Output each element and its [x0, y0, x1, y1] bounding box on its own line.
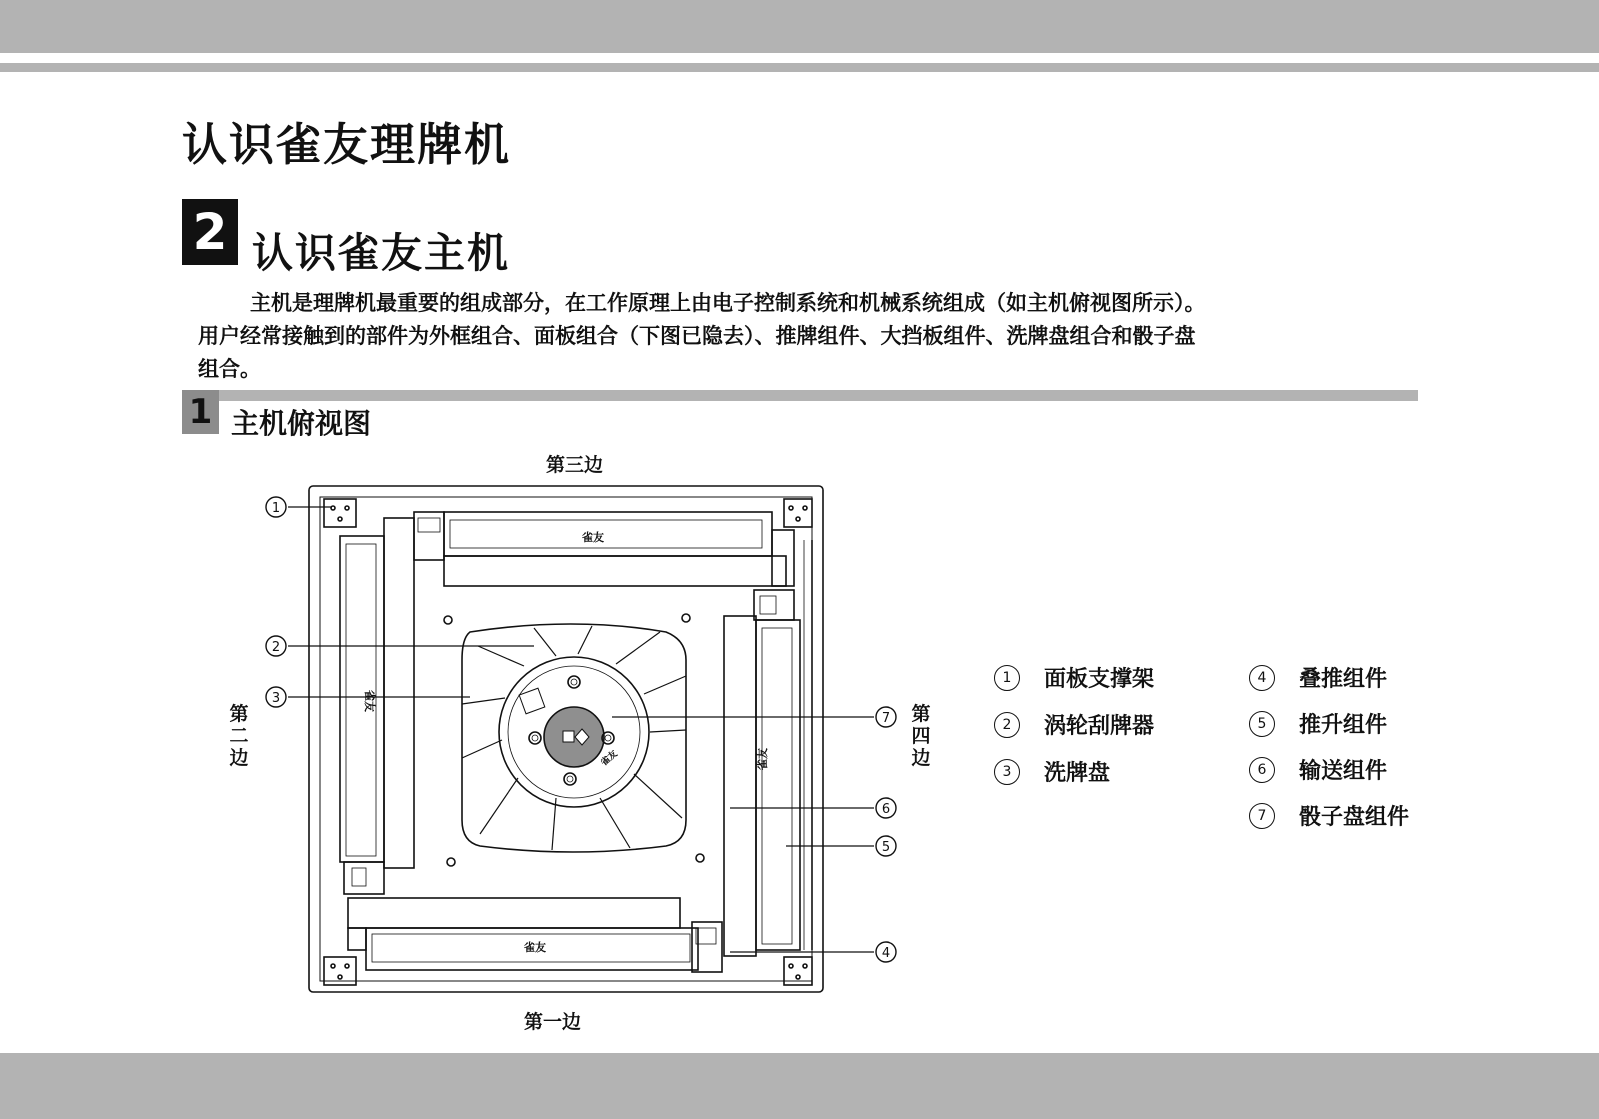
- push-assembly-right: [724, 540, 812, 956]
- callout-6: [876, 798, 896, 818]
- mount-hole: [682, 614, 690, 622]
- callout-5-label: 5: [881, 840, 891, 855]
- callout-2-label: 2: [271, 640, 281, 655]
- callout-5: [876, 836, 896, 856]
- footer-band: [0, 1053, 1599, 1119]
- subsection-number-badge: 1: [182, 390, 219, 434]
- callout-1: [266, 497, 286, 517]
- intro-line-1: 主机是理牌机最重要的组成部分，在工作原理上由电子控制系统和机械系统组成（如主机俯视图所示）。: [250, 291, 1206, 315]
- dice-tray-assembly: [499, 657, 649, 807]
- push-assembly-bottom: [348, 898, 722, 972]
- callout-3-label: 3: [271, 691, 281, 706]
- legend-item-3: [994, 756, 1110, 787]
- callout-1-label: 1: [271, 501, 281, 516]
- legend-label: 推升组件: [1299, 713, 1388, 738]
- section-title: 认识雀友主机: [252, 229, 510, 277]
- intro-line-3: 组合。: [198, 357, 261, 381]
- brand-logo-dice: 雀友: [599, 749, 620, 769]
- side-label-fourth: 第四边: [911, 703, 931, 769]
- legend-number: 3: [994, 759, 1020, 785]
- section-number-badge: 2: [182, 199, 238, 265]
- legend-number: 7: [1249, 803, 1275, 829]
- callout-3: [266, 687, 286, 707]
- legend-label: 洗牌盘: [1044, 761, 1111, 786]
- callout-4: [876, 942, 896, 962]
- mount-hole: [696, 854, 704, 862]
- legend-item-4: [1249, 662, 1387, 693]
- side-label-third: 第三边: [546, 454, 604, 476]
- legend-number: 1: [994, 665, 1020, 691]
- legend-number: 6: [1249, 757, 1275, 783]
- legend-number: 5: [1249, 711, 1275, 737]
- legend-label: 叠推组件: [1299, 667, 1388, 692]
- intro-line-2: 用户经常接触到的部件为外框组合、面板组合（下图已隐去）、推牌组件、大挡板组件、洗牌盘组合和骰子盘: [198, 324, 1196, 348]
- page-title: 认识雀友理牌机: [182, 118, 512, 171]
- side-label-first: 第一边: [524, 1011, 582, 1033]
- corner-support-top-right: [784, 499, 812, 527]
- brand-logo-bottom: 雀友: [524, 941, 546, 954]
- legend-label: 输送组件: [1299, 759, 1388, 784]
- callout-7: [876, 707, 896, 727]
- legend-number: 4: [1249, 665, 1275, 691]
- legend-number: 2: [994, 712, 1020, 738]
- legend-item-1: [994, 662, 1154, 693]
- brand-logo-top: 雀友: [582, 531, 604, 544]
- mount-hole: [444, 616, 452, 624]
- callout-4-label: 4: [881, 946, 891, 961]
- legend-label: 面板支撑架: [1044, 667, 1155, 692]
- push-assembly-left: [340, 518, 414, 894]
- brand-logo-right: 雀友: [756, 748, 769, 770]
- mount-hole: [447, 858, 455, 866]
- callout-6-label: 6: [881, 802, 891, 817]
- legend-item-5: [1249, 708, 1387, 739]
- legend-label: 骰子盘组件: [1299, 805, 1410, 830]
- brand-logo-left: 雀友: [363, 690, 376, 712]
- side-label-second: 第二边: [229, 703, 249, 769]
- legend-item-7: [1249, 800, 1409, 831]
- legend-item-2: [994, 709, 1154, 740]
- callout-2: [266, 636, 286, 656]
- corner-support-top-left: [324, 499, 356, 527]
- legend-item-6: [1249, 754, 1387, 785]
- subsection-title: 主机俯视图: [231, 407, 372, 440]
- push-assembly-top: [414, 512, 794, 586]
- callout-7-label: 7: [881, 711, 891, 726]
- legend-label: 涡轮刮牌器: [1044, 714, 1155, 739]
